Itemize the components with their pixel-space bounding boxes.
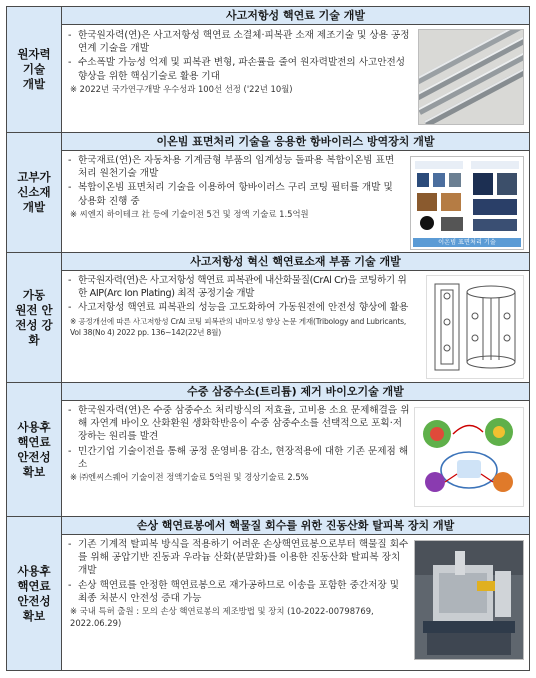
- tech-achievements-table: [6, 6, 530, 671]
- row-category: 원자력 기술 개발: [7, 7, 62, 133]
- table-row: [7, 133, 530, 253]
- footnote: ※ 공정개선에 따른 사고저항성 CrAl 코팅 피복관의 내마모성 향상 논문 게재(Tribology and Lubricants, Vol 38(No 4) 2022 pp. 136~142(22년 8월): [70, 316, 407, 337]
- row-category: 사용후 핵연료 안전성 확보: [7, 517, 62, 671]
- bullet: - 수소폭발 가능성 억제 및 피복관 변형, 파손률을 줄여 원자력발전의 사고안전성 향상을 위한 핵심기술로 활용 기대: [68, 56, 414, 82]
- row-title: 사고저항성 혁신 핵연료소재 부품 기술 개발: [62, 253, 529, 271]
- bullet: - 한국원자력(연)은 수중 삼중수소 처리방식의 저효율, 고비용 소요 문제해결을 위해 자연계 바이오 산화환원 생화학반응이 수중 삼중수소를 선택적으로 포획·저장하는 원리를 발견: [68, 404, 410, 444]
- row-body: [62, 7, 530, 133]
- row-category: 사용후 핵연료 안전성 확보: [7, 383, 62, 517]
- table-row: [7, 253, 530, 383]
- table-row: [7, 7, 530, 133]
- row-body: [62, 517, 530, 671]
- fuel-cladding-tubes-photo: [418, 29, 524, 125]
- row-category: 가동 원전 안 전성 강 화: [7, 253, 62, 383]
- row-body: [62, 133, 530, 253]
- row-category: 고부가 신소재 개발: [7, 133, 62, 253]
- bullet: - 한국재료(연)은 자동차용 기계금형 부품의 임계성능 돌파용 복합이온빔 표면처리 원천기술 개발: [68, 154, 398, 180]
- bullet: - 복합이온빔 표면처리 기술을 이용하여 항바이러스 구리 코팅 필터를 개발 및 상용화 진행 중: [68, 181, 398, 207]
- footnote: ※ 2022년 국가연구개발 우수성과 100선 선정 ('22년 10월): [70, 83, 293, 94]
- bullet: - 민간기업 기술이전을 통해 공정 운영비용 감소, 현장적용에 대한 기존 문제점 해소: [68, 445, 410, 471]
- vibration-oxidation-decladding-device-photo: [414, 540, 524, 660]
- ion-beam-process-diagram: [410, 156, 524, 250]
- row-title: 이온빔 표면처리 기술을 응용한 항바이러스 방역장치 개발: [62, 133, 529, 151]
- footnote: ※ 국내 특허 출원 : 모의 손상 핵연료봉의 제조방법 및 장치 (10-2022-00798769, 2022.06.29): [70, 606, 374, 628]
- bullet: - 손상 핵연료를 안정한 핵연료봉으로 재가공하므로 이송을 포함한 중간저장 및 최종 처분시 안전성 증대 가능: [68, 579, 410, 605]
- bullet: - 기존 기계적 탈피복 방식을 적용하기 어려운 손상핵연료봉으로부터 핵물질 회수를 위해 공압기반 진동과 우라늄 산화(분말화)를 이용한 진동산화 탈피복 장치 개발: [68, 538, 410, 578]
- row-title: 사고저항성 핵연료 기술 개발: [62, 7, 529, 25]
- footnote: ※ ㈜엔씨스퀘어 기술이전 정액기술료 5억원 및 경상기술료 2.5%: [70, 472, 309, 483]
- bullet: - 한국원자력(연)은 사고저항성 핵연료 소결체·피복관 소재 제조기술 및 상용 공정 연계 기술을 개발: [68, 29, 414, 55]
- table-row: [7, 383, 530, 517]
- row-title: 수중 삼중수소(트리튬) 제거 바이오기술 개발: [62, 383, 529, 401]
- table-row: [7, 517, 530, 671]
- tritium-bio-removal-diagram: [414, 407, 524, 507]
- aip-coating-apparatus-drawing: [426, 275, 524, 379]
- row-body: [62, 383, 530, 517]
- bullet: - 한국원자력(연)은 사고저항성 핵연료 피복관에 내산화물질(CrAl Cr)을 코팅하기 위한 AIP(Arc Ion Plating) 최적 공정기술 개발: [68, 274, 414, 300]
- image-caption: 이온빔 표면처리 기술: [413, 238, 521, 247]
- bullet: - 사고저항성 핵연료 피복관의 성능을 고도화하여 가동원전에 안전성 향상에 활용: [68, 301, 414, 314]
- row-body: [62, 253, 530, 383]
- footnote: ※ 씨엔지 하이테크 社 등에 기술이전 5건 및 정액 기술료 1.5억원: [70, 208, 309, 219]
- row-title: 손상 핵연료봉에서 핵물질 회수를 위한 진동산화 탈피복 장치 개발: [62, 517, 529, 535]
